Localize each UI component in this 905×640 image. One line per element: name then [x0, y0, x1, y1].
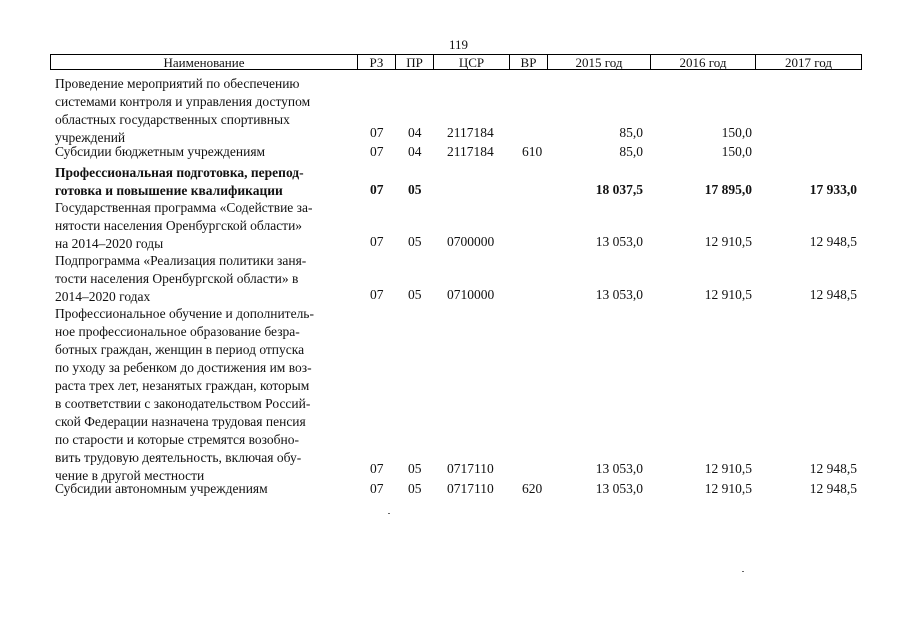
- cell-rz: 07: [370, 125, 384, 140]
- cell-2016: 12 910,5: [704, 481, 752, 496]
- cell-2015: 85,0: [619, 125, 643, 140]
- cell-pr: 05: [408, 461, 422, 476]
- header-2015: 2015 год: [547, 54, 650, 70]
- header-2017: 2017 год: [755, 54, 862, 70]
- cell-2017: 17 933,0: [809, 182, 857, 197]
- row-name: Профессиональная подготовка, перепод- готовка и повышение квалификации: [55, 165, 304, 198]
- header-pr: ПР: [395, 54, 433, 70]
- cell-2017: 12 948,5: [809, 234, 857, 249]
- cell-csr: 2117184: [447, 125, 494, 140]
- cell-2015: 13 053,0: [595, 234, 643, 249]
- cell-2016: 150,0: [721, 144, 752, 159]
- page-number: 119: [449, 37, 469, 52]
- cell-csr: 0710000: [447, 287, 495, 302]
- cell-pr: 05: [408, 481, 422, 496]
- cell-csr: 0700000: [447, 234, 495, 249]
- header-name: Наименование: [50, 54, 357, 70]
- cell-vr: 620: [522, 481, 543, 496]
- header-rz: РЗ: [357, 54, 395, 70]
- cell-rz: 07: [370, 144, 384, 159]
- row-name: Субсидии бюджетным учреждениям: [55, 144, 266, 159]
- header-2016: 2016 год: [650, 54, 755, 70]
- row-name: Проведение мероприятий по обеспечению системами контроля и управления доступом областных государственных спортивных учреждений: [55, 76, 311, 145]
- cell-2016: 12 910,5: [704, 234, 752, 249]
- cell-2015: 13 053,0: [595, 481, 643, 496]
- cell-2016: 17 895,0: [704, 182, 752, 197]
- cell-csr: 2117184: [447, 144, 494, 159]
- cell-2015: 13 053,0: [595, 461, 643, 476]
- cell-2015: 18 037,5: [595, 182, 643, 197]
- cell-rz: 07: [370, 481, 384, 496]
- cell-2015: 85,0: [619, 144, 643, 159]
- cell-rz: 07: [370, 234, 384, 249]
- row-name: Подпрограмма «Реализация политики заня- тости населения Оренбургской области» в 2014–2020 годах: [55, 253, 307, 304]
- row-name: Субсидии автономным учреждениям: [55, 481, 268, 496]
- cell-2017: 12 948,5: [809, 481, 857, 496]
- cell-csr: 0717110: [447, 461, 494, 476]
- cell-pr: 05: [408, 287, 422, 302]
- cell-rz: 07: [370, 461, 384, 476]
- cell-pr: 05: [408, 182, 422, 197]
- cell-2015: 13 053,0: [595, 287, 643, 302]
- cell-pr: 05: [408, 234, 422, 249]
- cell-pr: 04: [408, 144, 422, 159]
- cell-rz: 07: [370, 287, 384, 302]
- cell-2017: 12 948,5: [809, 461, 857, 476]
- row-name: Государственная программа «Содействие за- нятости населения Оренбургской области» на 2014–2020 годы: [55, 200, 313, 251]
- cell-vr: 610: [522, 144, 543, 159]
- cell-2016: 150,0: [721, 125, 752, 140]
- cell-2016: 12 910,5: [704, 461, 752, 476]
- header-csr: ЦСР: [433, 54, 509, 70]
- cell-csr: 0717110: [447, 481, 494, 496]
- cell-2017: 12 948,5: [809, 287, 857, 302]
- cell-pr: 04: [408, 125, 422, 140]
- scan-speck: [742, 571, 744, 572]
- row-name: Профессиональное обучение и дополнитель- ное профессиональное образование безра- ботных граждан, женщин в период отпуска по уходу за ребенком до достижения им воз- раста трех лет, незанятых граждан, которым в соответствии с законодательством Россий- ской Федерации назначена трудовая пенсия по старости и которые стремятся возобно- вить трудовую деятельность, включая обу- чение в другой местности: [55, 306, 314, 483]
- header-vr: ВР: [509, 54, 547, 70]
- scan-speck: [388, 513, 390, 514]
- cell-rz: 07: [370, 182, 384, 197]
- cell-2016: 12 910,5: [704, 287, 752, 302]
